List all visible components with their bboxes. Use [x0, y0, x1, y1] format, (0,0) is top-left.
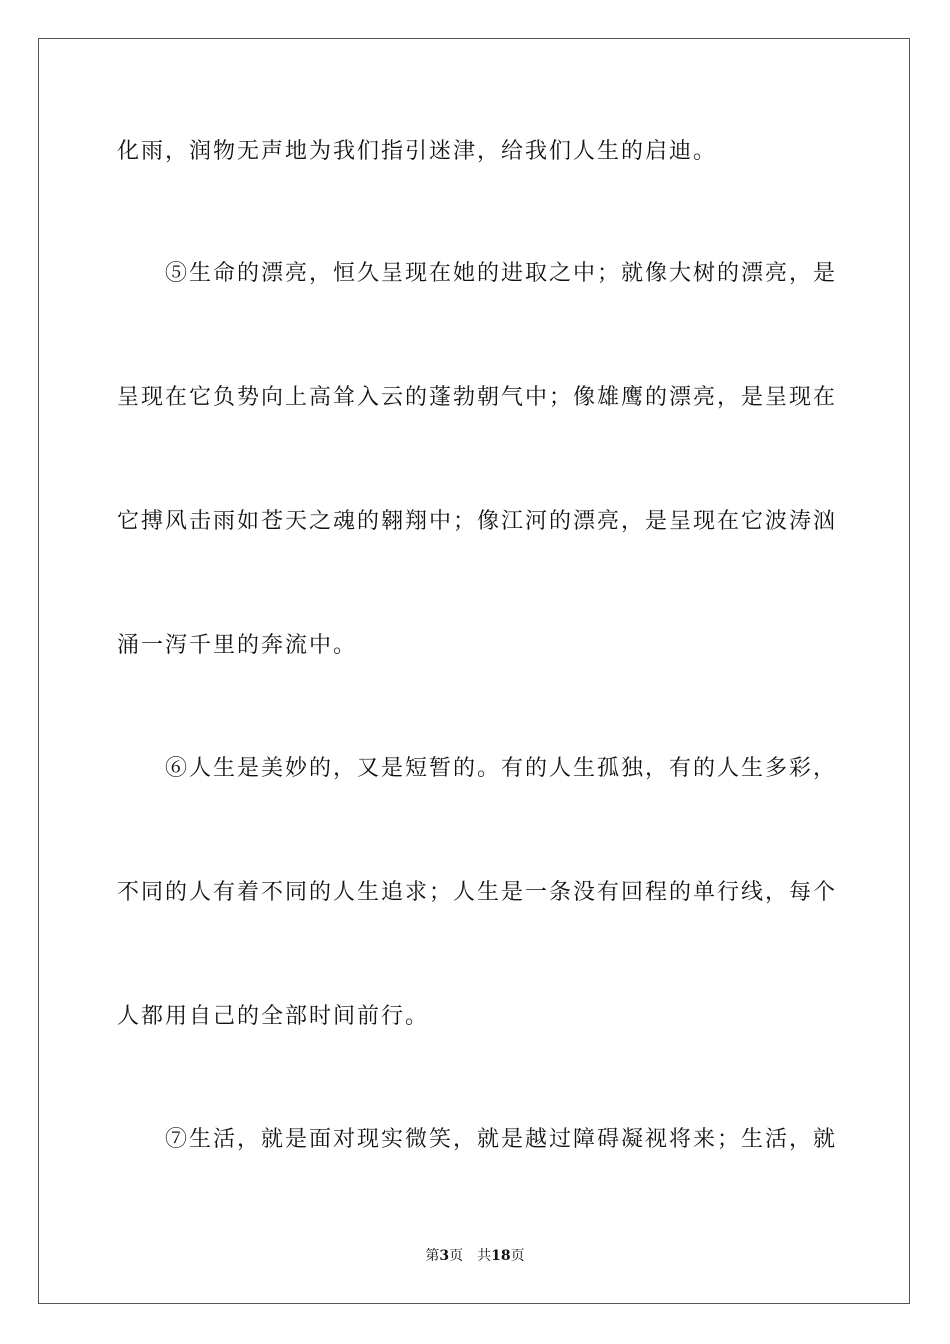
page-border	[38, 38, 910, 1304]
text-line: 化雨，润物无声地为我们指引迷津，给我们人生的启迪。	[117, 139, 718, 164]
page-footer	[0, 1247, 950, 1265]
total-suffix: 页	[510, 1248, 525, 1264]
text-line: ⑤生命的漂亮，恒久呈现在她的进取之中；就像大树的漂亮，是	[117, 261, 838, 286]
text-line: 呈现在它负势向上高耸入云的蓬勃朝气中；像雄鹰的漂亮，是呈现在	[117, 385, 838, 410]
total-pages: 18	[491, 1248, 511, 1264]
text-line: ⑥人生是美妙的，又是短暂的。有的人生孤独，有的人生多彩，	[117, 756, 838, 781]
text-line: 涌一泻千里的奔流中。	[117, 633, 358, 658]
text-line: 不同的人有着不同的人生追求；人生是一条没有回程的单行线，每个	[117, 880, 838, 905]
text-line: 它搏风击雨如苍天之魂的翱翔中；像江河的漂亮，是呈现在它波涛汹	[117, 509, 838, 534]
page-suffix: 页	[449, 1248, 464, 1264]
page-number: 3	[439, 1248, 450, 1264]
text-line: ⑦生活，就是面对现实微笑，就是越过障碍凝视将来；生活，就	[117, 1127, 838, 1152]
page-prefix: 第	[425, 1248, 440, 1264]
text-line: 人都用自己的全部时间前行。	[117, 1004, 430, 1029]
total-prefix: 共	[477, 1248, 492, 1264]
